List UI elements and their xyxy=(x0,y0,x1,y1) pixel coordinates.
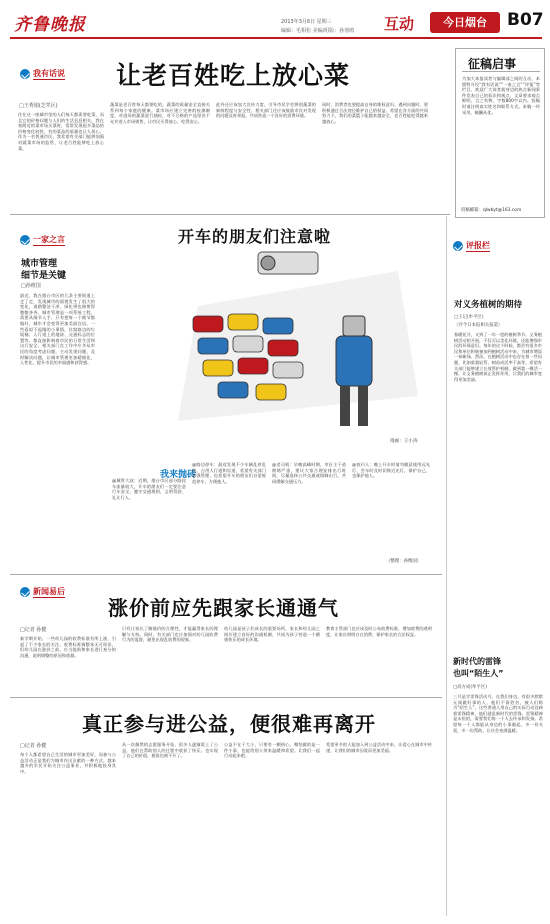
comment-column-3: @老司机：早晚高峰时期，市区主干道拥堵严重，建议大家合理安排出行时间，尽量选择公共交通或错峰出行，共同缓解交通压力。 xyxy=(272,462,346,484)
tag-yi-jia-zhi-yan xyxy=(20,234,65,246)
cartoon-illustration xyxy=(138,246,428,446)
check-icon xyxy=(20,587,30,597)
tag-label: 我来抛砖 xyxy=(160,470,197,480)
tag-wo-you-hua-shuo xyxy=(20,68,65,80)
section-name: 互动 xyxy=(384,15,415,33)
comment-column-4: @夜归人：晚上开车时请勿随意使用远光灯，会车时及时切换近光灯，保护自己，也保护他人。 xyxy=(352,462,430,479)
date-line: 2013年3月6日 星期三 xyxy=(281,19,332,25)
tag-label: 新闻易后 xyxy=(33,587,65,596)
article-column-2: 只有让家长了解涨价的合理性，才能赢得家长的理解与支持。同时，有关部门也应加强对幼儿园收费行为的监督，避免出现乱收费的现象。 xyxy=(122,626,218,643)
article-safe-vegetables xyxy=(0,46,450,211)
article-column-4: 教育主管部门也应该及时公布收费标准，增加收费的透明度，让家长明明白白消费，保护家长的合法权益。 xyxy=(326,626,432,637)
article-source: （评今日本报相关报道） xyxy=(454,323,503,328)
article-byline: □王记(牟平区) xyxy=(454,315,484,320)
tag-label: 评报栏 xyxy=(466,241,490,250)
check-icon xyxy=(453,241,463,251)
divider-2 xyxy=(10,574,442,575)
article-column-2: 蔬菜是老百姓每天都要吃的，蔬菜的质量安全直接关系到每个家庭的健康。菜市场应建立完善的检测制度，对进场的蔬菜进行抽检，对不合格的产品坚决不允许进入市场销售，让市民买得放心、吃得安心。 xyxy=(110,102,210,124)
tag-xin-wen-yi-hou xyxy=(20,586,65,598)
email-address[interactable]: qlwbyt@163.com xyxy=(482,208,522,213)
tag-label: 一家之言 xyxy=(33,235,65,244)
editors-line: 编辑：毛相松 美编/组版：孙寒鸥 xyxy=(281,28,355,34)
sidebar-call-for-papers xyxy=(455,48,545,218)
article-price-rise xyxy=(0,576,445,694)
tag-ping-bao-lan xyxy=(453,240,490,252)
article-column-4: 希望更多的人能加入到公益活动中来，让爱心在城市中传递，让我们的城市因爱而更加美丽。 xyxy=(326,742,432,753)
article-column-3: 公益不在于大小，只要有一颗热心，哪怕做的是一件小事，也能给别人带来温暖和希望。让我们一起行动起来吧。 xyxy=(224,742,320,759)
article-title-line-1: 城市管理 xyxy=(21,259,58,269)
article-new-lei-feng xyxy=(445,650,550,920)
article-column-3: 幼儿园是孩子们成长的重要场所，家长和幼儿园之间应建立良好的沟通机制，共同为孩子营造一个健康快乐的成长环境。 xyxy=(224,626,320,643)
sidebar-body: 为加大本报读者与编辑部之间的互动，本版特开设“我有话说”“一家之言”“评报”等栏目，欢迎广大读者就身边的热点新闻事件发表自己的看法和观点，文章要求观点鲜明，言之有物，字数800字以内。投稿时请注明真实姓名和联系方式。来稿一经采用，稿酬从优。 xyxy=(462,76,540,115)
masthead xyxy=(0,0,550,44)
masthead-rule xyxy=(10,37,542,39)
divider-1 xyxy=(10,214,450,215)
sidebar-rule xyxy=(462,71,540,72)
article-title: 对义务植树的期待 xyxy=(454,300,523,310)
section-tag-label: 今日烟台 xyxy=(443,16,487,29)
article-body: 最近，我在烟台市区的几条主要街道上走了走，发现城市的面貌发生了很大的变化，道路整洁干净，绿化带也修剪得整整齐齐。城市管理是一项系统工程，需要从细节入手，只有把每一个细节都做好，城市才会变得更加美丽宜居。一些看似不起眼的小事情，比如路边的垃圾桶、人行道上的地砖、交通标志的位置等，都直接影响着市民的日常生活和出行安全。相关部门在工作中应多从市民的角度考虑问题，主动发现问题，及时解决问题，让城市管理更加精细化、人性化，提升市民的幸福感和获得感。 xyxy=(20,293,95,366)
article-byline: □记者 孙健 xyxy=(20,627,47,633)
article-body: 三月是学雷锋活动月。在我们身边，有很多默默无闻做好事的人，他们不留姓名，被人们称为“陌生人”。这些普通人用自己的实际行动诠释着雷锋精神，他们就是新时代的雷锋。雷锋精神是永恒的，需要我们每一个人去传承和发扬。希望每一个人都能从身边的小事做起，多一份关爱，多一份帮助，让社会充满温暖。 xyxy=(453,694,543,733)
divider-3 xyxy=(10,697,442,698)
article-column-1: 住在这一座城市里的人们每天都需要吃菜，而且它的价格问题与人们的生活息息相关。我在家附近的菜市场买菜时，常常发现很多菜品的价格变化较快，有的菜品的质量也让人担心。作为一名普通市民，我希望有关部门能够加强对蔬菜市场的监管，让老百姓能够吃上放心菜。 xyxy=(18,112,104,151)
article-column-4: 同时，消费者也要提高自身的维权意识。遇到问题时，要积极通过合法途径维护自己的权益。希望在各方面的共同努力下，我们的菜篮子能越来越安全，老百姓能吃得越来越放心。 xyxy=(322,102,428,124)
article-drivers-attention xyxy=(100,216,440,571)
article-title: 真正参与进公益，便很难再离开 xyxy=(82,712,376,736)
tag-label: 我有话说 xyxy=(33,69,65,78)
newspaper-logo: 齐鲁晚报 xyxy=(14,15,86,35)
article-byline: □高方成(牟平区) xyxy=(453,685,487,690)
comment-column-2: @路边停车：最近发现不少车辆乱停乱放，占用人行道和盲道，希望有关部门加强管理，也希望开车的朋友们自觉规范停车，方便他人。 xyxy=(192,462,266,484)
article-column-3: 此外还应该加大宣传力度，引导市民学会辨别蔬菜的新鲜程度与安全性。相关部门还应该鼓励市民对发现的问题及时举报，共同营造一个良好的消费环境。 xyxy=(216,102,316,119)
article-title: 涨价前应先跟家长通通气 xyxy=(108,596,339,620)
article-column-1: 每个人都希望自己生活的城市更加美好，而参与公益活动正是我们为城市作出贡献的一种方式。越来越多的市民开始关注公益事业，并积极地投身其中。 xyxy=(20,752,116,774)
article-tree-planting xyxy=(445,218,550,588)
article-byline: □孙维国 xyxy=(21,283,41,289)
comment-column-1: @城管大叔：近期，烟台市区部分路段车流量较大，开车的朋友们一定要注意行车安全，遵守交通规则，文明驾驶，礼让行人。 xyxy=(112,478,186,500)
article-charity xyxy=(0,700,445,924)
sidebar-email xyxy=(461,207,521,213)
traffic-camera-cartoon xyxy=(138,246,428,446)
article-column-1: 新学期开始，一些幼儿园的收费标准有所上涨，引起了不少家长的关注。收费标准调整本无可厚非，但幼儿园在涨价之前，应当提前和家长进行充分的沟通，说明调整的原因和依据。 xyxy=(20,636,116,658)
page-number: B07 xyxy=(507,10,544,30)
article-title-line-2: 细节是关键 xyxy=(21,271,67,281)
right-column-rule xyxy=(446,216,447,916)
article-column-2: 从一次偶然的志愿服务开始，很多人逐渐爱上了公益，他们在帮助别人的过程中收获了快乐，也实现了自己的价值，便再也离不开了。 xyxy=(122,742,218,759)
article-city-management xyxy=(0,216,100,571)
check-icon xyxy=(20,69,30,79)
illustrator-credit: 漫画：王小涛 xyxy=(390,439,418,444)
article-body: 春暖花开，又到了一年一度的植树季节。义务植树活动的开展，不仅可以美化环境，还能增强市民的环保意识。每年的这个时候，都会有很多市民和单位积极参加到植树活动中来，为城市增添一抹新绿。然而，在植树活动中也存在着一些问题，比如重栽轻管，树苗成活率不高等。希望有关部门能够建立长效管护机制，做到栽一棵活一棵，让义务植树真正发挥作用，让我们的城市变得更加美丽。 xyxy=(454,332,542,382)
banner-title: 开车的朋友们注意啦 xyxy=(178,227,332,246)
email-label: 投稿邮箱： xyxy=(461,208,483,213)
check-icon xyxy=(20,235,30,245)
article-title: 新时代的雷锋 xyxy=(453,657,501,666)
sidebar-title: 征稿启事 xyxy=(468,57,517,71)
editor-note: （整理：孙维国） xyxy=(386,559,422,564)
article-title: 让老百姓吃上放心菜 xyxy=(116,61,351,90)
article-byline: □王秀娟(芝罘区) xyxy=(19,103,58,109)
section-tag xyxy=(430,12,500,33)
article-title-line-2: 也叫“陌生人” xyxy=(453,669,504,678)
article-byline: □记者 孙健 xyxy=(20,743,47,749)
